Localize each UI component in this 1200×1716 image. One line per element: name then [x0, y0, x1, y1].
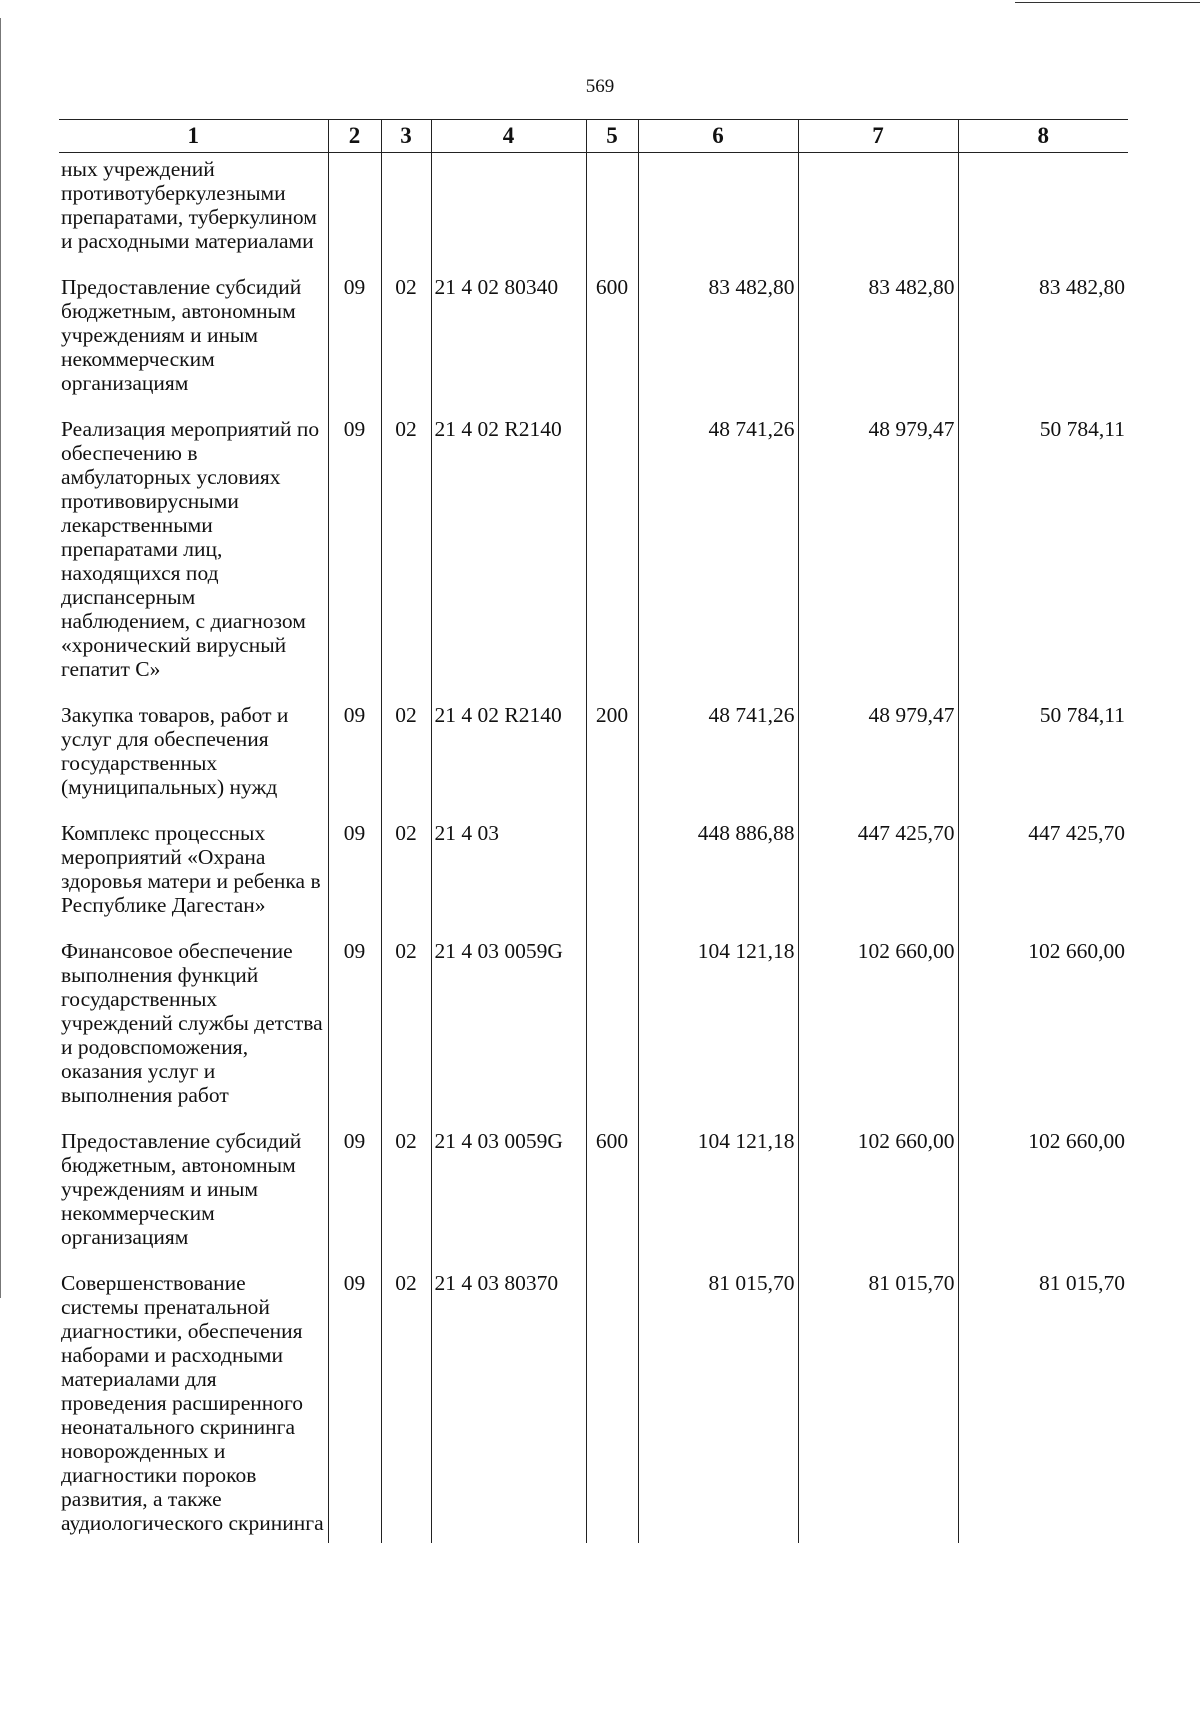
row-target-code: 21 4 03 0059G — [431, 1127, 586, 1269]
row-subsection: 02 — [381, 273, 431, 415]
row-subsection: 02 — [381, 937, 431, 1127]
row-target-code: 21 4 03 — [431, 819, 586, 937]
column-header-8: 8 — [958, 120, 1128, 153]
row-target-code: 21 4 03 80370 — [431, 1269, 586, 1543]
row-subsection: 02 — [381, 819, 431, 937]
column-header-1: 1 — [59, 120, 328, 153]
row-amount-col6 — [638, 153, 798, 274]
row-expense-type — [586, 1269, 638, 1543]
row-amount-col6: 83 482,80 — [638, 273, 798, 415]
column-header-6: 6 — [638, 120, 798, 153]
row-amount-col7 — [798, 153, 958, 274]
row-subsection: 02 — [381, 1269, 431, 1543]
table-row — [59, 273, 1128, 415]
row-amount-col7: 48 979,47 — [798, 415, 958, 701]
table-row — [59, 1127, 1128, 1269]
column-header-7: 7 — [798, 120, 958, 153]
row-target-code: 21 4 02 R2140 — [431, 415, 586, 701]
row-expense-type: 600 — [586, 273, 638, 415]
left-margin-rule — [0, 18, 1, 1298]
row-expense-type: 600 — [586, 1127, 638, 1269]
row-amount-col8: 102 660,00 — [958, 1127, 1128, 1269]
row-subsection: 02 — [381, 1127, 431, 1269]
row-section: 09 — [328, 937, 381, 1127]
row-name: Предоставление субсидий бюджетным, автономным учреждениям и иным некоммерческим организациям — [59, 273, 328, 415]
row-name: Закупка товаров, работ и услуг для обеспечения государственных (муниципальных) нужд — [59, 701, 328, 819]
row-name: ных учреждений противотуберкулезными препаратами, туберкулином и расходными материалами — [59, 153, 328, 274]
column-header-4: 4 — [431, 120, 586, 153]
column-header-3: 3 — [381, 120, 431, 153]
row-subsection: 02 — [381, 415, 431, 701]
top-rule — [1015, 2, 1200, 3]
row-name: Финансовое обеспечение выполнения функций государственных учреждений службы детства и родовспоможения, оказания услуг и выполнения работ — [59, 937, 328, 1127]
row-target-code: 21 4 02 R2140 — [431, 701, 586, 819]
row-amount-col8: 81 015,70 — [958, 1269, 1128, 1543]
row-amount-col7: 48 979,47 — [798, 701, 958, 819]
table-row — [59, 415, 1128, 701]
row-name: Предоставление субсидий бюджетным, автономным учреждениям и иным некоммерческим организациям — [59, 1127, 328, 1269]
header-row — [59, 120, 1128, 153]
row-expense-type — [586, 153, 638, 274]
row-amount-col6: 48 741,26 — [638, 701, 798, 819]
row-amount-col7: 447 425,70 — [798, 819, 958, 937]
table-row — [59, 1269, 1128, 1543]
row-section: 09 — [328, 273, 381, 415]
column-header-5: 5 — [586, 120, 638, 153]
row-expense-type: 200 — [586, 701, 638, 819]
row-section: 09 — [328, 819, 381, 937]
table-row — [59, 819, 1128, 937]
row-expense-type — [586, 937, 638, 1127]
row-expense-type — [586, 819, 638, 937]
row-amount-col8: 50 784,11 — [958, 415, 1128, 701]
row-subsection — [381, 153, 431, 274]
row-amount-col6: 81 015,70 — [638, 1269, 798, 1543]
row-amount-col8 — [958, 153, 1128, 274]
row-target-code — [431, 153, 586, 274]
row-amount-col8: 50 784,11 — [958, 701, 1128, 819]
row-expense-type — [586, 415, 638, 701]
row-amount-col7: 102 660,00 — [798, 937, 958, 1127]
row-amount-col6: 104 121,18 — [638, 1127, 798, 1269]
row-subsection: 02 — [381, 701, 431, 819]
row-target-code: 21 4 03 0059G — [431, 937, 586, 1127]
table-row — [59, 701, 1128, 819]
row-amount-col7: 83 482,80 — [798, 273, 958, 415]
row-amount-col6: 48 741,26 — [638, 415, 798, 701]
row-amount-col8: 102 660,00 — [958, 937, 1128, 1127]
row-name: Комплекс процессных мероприятий «Охрана здоровья матери и ребенка в Республике Дагестан» — [59, 819, 328, 937]
table-row — [59, 937, 1128, 1127]
row-section: 09 — [328, 1127, 381, 1269]
page-number: 569 — [585, 76, 615, 97]
row-target-code: 21 4 02 80340 — [431, 273, 586, 415]
row-amount-col7: 102 660,00 — [798, 1127, 958, 1269]
row-amount-col8: 83 482,80 — [958, 273, 1128, 415]
row-amount-col7: 81 015,70 — [798, 1269, 958, 1543]
row-name: Совершенствование системы пренатальной диагностики, обеспечения наборами и расходными материалами для проведения расширенного неонатального скрининга новорожденных и диагностики пороков развития, а также аудиологического скрининга — [59, 1269, 328, 1543]
row-amount-col8: 447 425,70 — [958, 819, 1128, 937]
column-header-2: 2 — [328, 120, 381, 153]
row-section: 09 — [328, 1269, 381, 1543]
row-name: Реализация мероприятий по обеспечению в амбулаторных условиях противовирусными лекарственными препаратами лиц, находящихся под диспансерным наблюдением, с диагнозом «хронический вирусный гепатит С» — [59, 415, 328, 701]
budget-table — [59, 119, 1128, 1543]
row-section: 09 — [328, 701, 381, 819]
row-section — [328, 153, 381, 274]
row-amount-col6: 104 121,18 — [638, 937, 798, 1127]
table-row — [59, 153, 1128, 274]
row-section: 09 — [328, 415, 381, 701]
row-amount-col6: 448 886,88 — [638, 819, 798, 937]
